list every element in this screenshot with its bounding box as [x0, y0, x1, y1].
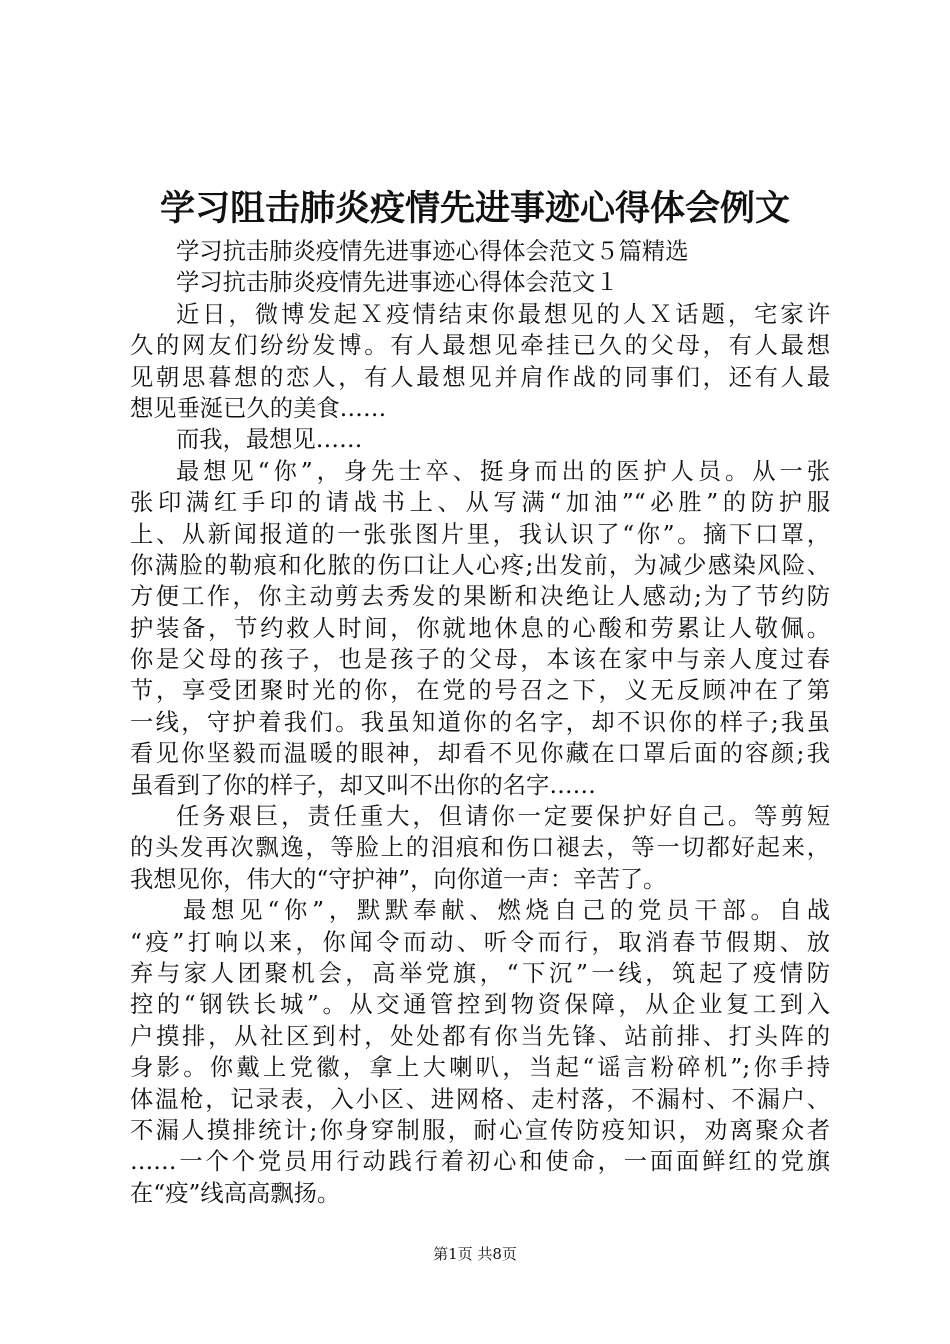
paragraph-line: 最想见“你”，默默奉献、燃烧自己的党员干部。自战 [183, 897, 830, 925]
paragraph-line: 你满脸的勒痕和化脓的伤口让人心疼;出发前，为减少感染风险、 [130, 551, 830, 579]
paragraph-line: 最想见“你”，身先士卒、挺身而出的医护人员。从一张 [176, 457, 830, 485]
paragraph-line: 方便工作，你主动剪去秀发的果断和决绝让人感动;为了节约防 [130, 583, 830, 611]
paragraph-line: 看见你坚毅而温暖的眼神，却看不见你藏在口罩后面的容颜;我 [130, 740, 830, 768]
subtitle-line: 学习抗击肺炎疫情先进事迹心得体会范文１ [176, 269, 619, 297]
paragraph-line: 户摸排，从社区到村，处处都有你当先锋、站前排、打头阵的 [130, 1022, 830, 1050]
paragraph-line: 身影。你戴上党徽，拿上大喇叭，当起“谣言粉碎机”;你手持 [130, 1054, 830, 1082]
paragraph-line: 我想见你，伟大的“守护神”，向你道一声：辛苦了。 [130, 865, 667, 893]
paragraph-line: 体温枪，记录表，入小区、进网格、走村落，不漏村、不漏户、 [130, 1085, 830, 1113]
paragraph-line: 一线，守护着我们。我虽知道你的名字，却不识你的样子;我虽 [130, 708, 830, 736]
page-footer: 第1页 共8页 [433, 1245, 517, 1263]
subtitle-line: 学习抗击肺炎疫情先进事迹心得体会范文５篇精选 [176, 238, 689, 265]
paragraph-line: 见朝思暮想的恋人，有人最想见并肩作战的同事们，还有人最 [130, 363, 830, 391]
paragraph-line: 久的网友们纷纷发博。有人最想见牵挂已久的父母，有人最想 [130, 332, 830, 360]
paragraph-line: 上、从新闻报道的一张张图片里，我认识了“你”。摘下口罩， [130, 520, 830, 548]
paragraph-line: 不漏人摸排统计;你身穿制服，耐心宣传防疫知识，劝离聚众者 [130, 1116, 830, 1144]
paragraph-line: 在“疫”线高高飘扬。 [130, 1179, 341, 1207]
paragraph-line: 虽看到了你的样子，却又叫不出你的名字…… [130, 771, 596, 799]
paragraph-line: ……一个个党员用行动践行着初心和使命，一面面鲜红的党旗 [130, 1148, 830, 1176]
paragraph-line: 的头发再次飘逸，等脸上的泪痕和伤口褪去，等一切都好起来， [130, 834, 830, 862]
paragraph-line: 任务艰巨，责任重大，但请你一定要保护好自己。等剪短 [176, 803, 830, 831]
document-body [130, 236, 830, 1209]
paragraph-line: 而我，最想见…… [176, 426, 363, 454]
paragraph-line: 控的“钢铁长城”。从交通管控到物资保障，从企业复工到入 [130, 991, 830, 1019]
paragraph-line: 你是父母的孩子，也是孩子的父母，本该在家中与亲人度过春 [130, 646, 830, 674]
paragraph-line: 张印满红手印的请战书上、从写满“加油”“必胜”的防护服 [130, 489, 830, 517]
paragraph-line: 近日，微博发起Ｘ疫情结束你最想见的人Ｘ话题，宅家许 [176, 300, 830, 328]
paragraph-line: 节，享受团聚时光的你，在党的号召之下，义无反顾冲在了第 [130, 677, 830, 705]
document-title: 学习阻击肺炎疫情先进事迹心得体会例文 [159, 188, 790, 229]
paragraph-line: 想见垂涎已久的美食…… [130, 394, 387, 422]
paragraph-line: 弃与家人团聚机会，高举党旗，“下沉”一线，筑起了疫情防 [130, 959, 830, 987]
paragraph-line: 护装备，节约救人时间，你就地休息的心酸和劳累让人敬佩。 [130, 614, 830, 642]
paragraph-line: “疫”打响以来，你闻令而动、听令而行，取消春节假期、放 [130, 928, 830, 956]
